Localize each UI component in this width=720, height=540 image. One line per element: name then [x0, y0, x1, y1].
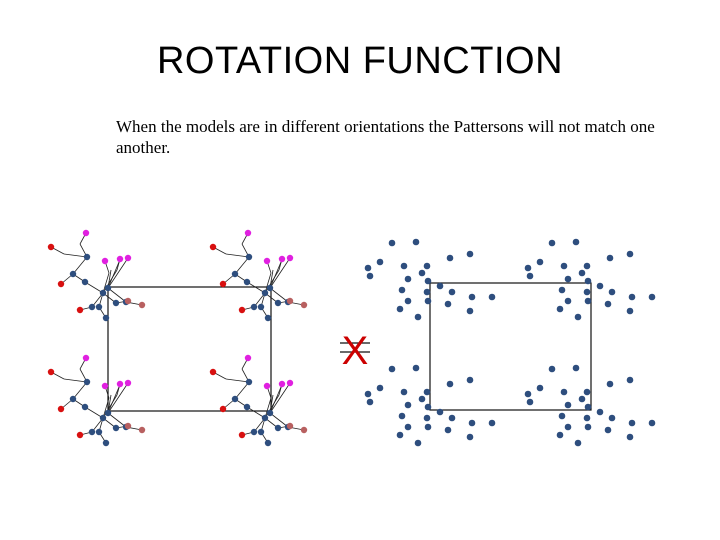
vector-line [108, 262, 119, 288]
atom-dot [103, 440, 109, 446]
patterson-peak [649, 420, 656, 427]
atom-dot [82, 279, 88, 285]
vector-line [108, 387, 119, 413]
atom-dot [245, 230, 251, 236]
patterson-peak [565, 276, 572, 283]
atom-dot [70, 396, 76, 402]
patterson-peak [584, 389, 591, 396]
atom-dot [232, 271, 238, 277]
atom-dot [113, 425, 119, 431]
patterson-peak [607, 255, 614, 262]
atom-dot [58, 281, 64, 287]
atom-dot [83, 355, 89, 361]
atom-dot [210, 369, 216, 375]
patterson-peak [413, 365, 420, 372]
patterson-peak [561, 389, 568, 396]
atom-dot [125, 380, 131, 386]
vector-line [226, 379, 249, 382]
patterson-peak [405, 402, 412, 409]
atom-dot [267, 410, 273, 416]
vector-line [64, 254, 87, 257]
patterson-peak [377, 259, 384, 266]
patterson-peak [585, 424, 592, 431]
atom-dot [287, 380, 293, 386]
atom-dot [265, 315, 271, 321]
molecule-model [210, 355, 307, 446]
patterson-peak [424, 289, 431, 296]
patterson-peak [424, 415, 431, 422]
patterson-peak [557, 432, 564, 439]
patterson-peak [405, 276, 412, 283]
patterson-peak [584, 415, 591, 422]
patterson-peak [527, 399, 534, 406]
atom-dot [220, 406, 226, 412]
atom-dot [58, 406, 64, 412]
not-equal-cross: X [341, 329, 369, 373]
patterson-peak [565, 424, 572, 431]
patterson-peak [537, 259, 544, 266]
atom-dot [279, 381, 285, 387]
molecule-model [48, 355, 145, 446]
patterson-peak [467, 308, 474, 315]
atom-dot [77, 432, 83, 438]
atom-dot [246, 379, 252, 385]
patterson-peak [584, 289, 591, 296]
atom-dot [83, 230, 89, 236]
patterson-peak [367, 273, 374, 280]
vector-line [226, 254, 249, 257]
patterson-peak [559, 413, 566, 420]
patterson-peak [397, 306, 404, 313]
atom-dot [245, 355, 251, 361]
patterson-peak [549, 366, 556, 373]
not-equal-symbol [340, 329, 370, 373]
patterson-peak [445, 427, 452, 434]
patterson-peak [425, 404, 432, 411]
atom-dot [100, 290, 106, 296]
molecule-model [48, 230, 145, 321]
patterson-peak [565, 402, 572, 409]
atom-dot [96, 304, 102, 310]
atom-dot [84, 379, 90, 385]
patterson-peak [424, 389, 431, 396]
atom-dot [48, 369, 54, 375]
atom-dot [287, 423, 293, 429]
patterson-peak [447, 381, 454, 388]
patterson-peak [584, 263, 591, 270]
atom-dot [105, 410, 111, 416]
atom-dot [89, 304, 95, 310]
vector-line [73, 257, 87, 274]
atom-dot [125, 423, 131, 429]
atom-dot [301, 302, 307, 308]
atom-dot [139, 302, 145, 308]
patterson-peak [627, 377, 634, 384]
patterson-peak [449, 289, 456, 296]
atom-dot [100, 415, 106, 421]
patterson-peak [525, 391, 532, 398]
atom-dot [102, 383, 108, 389]
patterson-peak [627, 251, 634, 258]
patterson-peak [579, 270, 586, 277]
vector-line [270, 387, 281, 413]
atom-dot [103, 315, 109, 321]
atom-dot [258, 429, 264, 435]
patterson-peak [525, 265, 532, 272]
patterson-peak [469, 294, 476, 301]
vector-line [108, 413, 126, 427]
patterson-peak [573, 239, 580, 246]
atom-dot [96, 429, 102, 435]
atom-dot [239, 432, 245, 438]
patterson-peak [609, 289, 616, 296]
patterson-peak [365, 265, 372, 272]
patterson-peak [437, 283, 444, 290]
patterson-peak [424, 263, 431, 270]
atom-dot [262, 415, 268, 421]
patterson-peak [405, 424, 412, 431]
atom-dot [279, 256, 285, 262]
patterson-peak [557, 306, 564, 313]
patterson-peak [559, 287, 566, 294]
patterson-peak [419, 270, 426, 277]
atom-dot [262, 290, 268, 296]
atom-dot [48, 244, 54, 250]
molecule-model [210, 230, 307, 321]
patterson-peak [425, 278, 432, 285]
patterson-peak [447, 255, 454, 262]
vector-line [235, 382, 249, 399]
patterson-peak [561, 263, 568, 270]
patterson-peak [537, 385, 544, 392]
vector-line [108, 258, 128, 288]
left-unit-cell [108, 287, 271, 411]
patterson-peak [425, 298, 432, 305]
patterson-peak [597, 409, 604, 416]
patterson-peak [549, 240, 556, 247]
patterson-peak [629, 420, 636, 427]
atom-dot [287, 255, 293, 261]
patterson-peak [627, 434, 634, 441]
vector-line [270, 262, 281, 288]
patterson-peak [365, 391, 372, 398]
vector-line [73, 382, 87, 399]
patterson-peak [585, 404, 592, 411]
patterson-peak [605, 301, 612, 308]
patterson-peak [607, 381, 614, 388]
patterson-peak [437, 409, 444, 416]
patterson-peak [401, 389, 408, 396]
patterson-peak [389, 240, 396, 247]
atom-dot [232, 396, 238, 402]
atom-dot [239, 307, 245, 313]
atom-dot [287, 298, 293, 304]
atom-dot [267, 285, 273, 291]
patterson-peak [575, 314, 582, 321]
atom-dot [220, 281, 226, 287]
atom-dot [246, 254, 252, 260]
atom-dot [265, 440, 271, 446]
patterson-peak [627, 308, 634, 315]
patterson-peak [415, 440, 422, 447]
atom-dot [89, 429, 95, 435]
atom-dot [77, 307, 83, 313]
atom-dot [210, 244, 216, 250]
patterson-peak [399, 287, 406, 294]
patterson-peak [419, 396, 426, 403]
atom-dot [125, 255, 131, 261]
atom-dot [117, 381, 123, 387]
atom-dot [244, 404, 250, 410]
patterson-peak [367, 399, 374, 406]
patterson-peak [489, 420, 496, 427]
patterson-peak [399, 413, 406, 420]
vector-line [270, 413, 288, 427]
patterson-peak [597, 283, 604, 290]
atom-dot [301, 427, 307, 433]
patterson-peaks [365, 239, 656, 447]
patterson-peak [609, 415, 616, 422]
atom-dot [258, 304, 264, 310]
patterson-peak [425, 424, 432, 431]
patterson-peak [649, 294, 656, 301]
patterson-peak [397, 432, 404, 439]
vector-line [270, 383, 290, 413]
atom-dot [264, 258, 270, 264]
patterson-peak [445, 301, 452, 308]
patterson-peak [573, 365, 580, 372]
patterson-peak [401, 263, 408, 270]
atom-dot [70, 271, 76, 277]
patterson-peak [629, 294, 636, 301]
vector-line [108, 288, 126, 302]
atom-dot [117, 256, 123, 262]
patterson-peak [467, 251, 474, 258]
left-molecule-models [48, 230, 307, 446]
atom-dot [84, 254, 90, 260]
patterson-peak [467, 377, 474, 384]
patterson-peak [585, 278, 592, 285]
atom-dot [275, 300, 281, 306]
patterson-peak [467, 434, 474, 441]
atom-dot [275, 425, 281, 431]
atom-dot [251, 429, 257, 435]
patterson-peak [489, 294, 496, 301]
atom-dot [113, 300, 119, 306]
patterson-peak [579, 396, 586, 403]
slide-title: ROTATION FUNCTION [156, 40, 564, 82]
slide-body-text: When the models are in different orientations the Pattersons will not match one another. [116, 117, 655, 157]
patterson-peak [585, 298, 592, 305]
vector-line [64, 379, 87, 382]
atom-dot [264, 383, 270, 389]
atom-dot [105, 285, 111, 291]
atom-dot [102, 258, 108, 264]
patterson-peak [413, 239, 420, 246]
patterson-peak [527, 273, 534, 280]
patterson-peak [565, 298, 572, 305]
atom-dot [139, 427, 145, 433]
vector-line [270, 258, 290, 288]
vector-line [235, 257, 249, 274]
patterson-peak [389, 366, 396, 373]
atom-dot [244, 279, 250, 285]
patterson-peak [377, 385, 384, 392]
atom-dot [251, 304, 257, 310]
atom-dot [125, 298, 131, 304]
patterson-peak [575, 440, 582, 447]
patterson-peak [405, 298, 412, 305]
patterson-peak [449, 415, 456, 422]
patterson-peak [469, 420, 476, 427]
vector-line [270, 288, 288, 302]
patterson-peak [605, 427, 612, 434]
atom-dot [82, 404, 88, 410]
patterson-peak [415, 314, 422, 321]
vector-line [108, 383, 128, 413]
